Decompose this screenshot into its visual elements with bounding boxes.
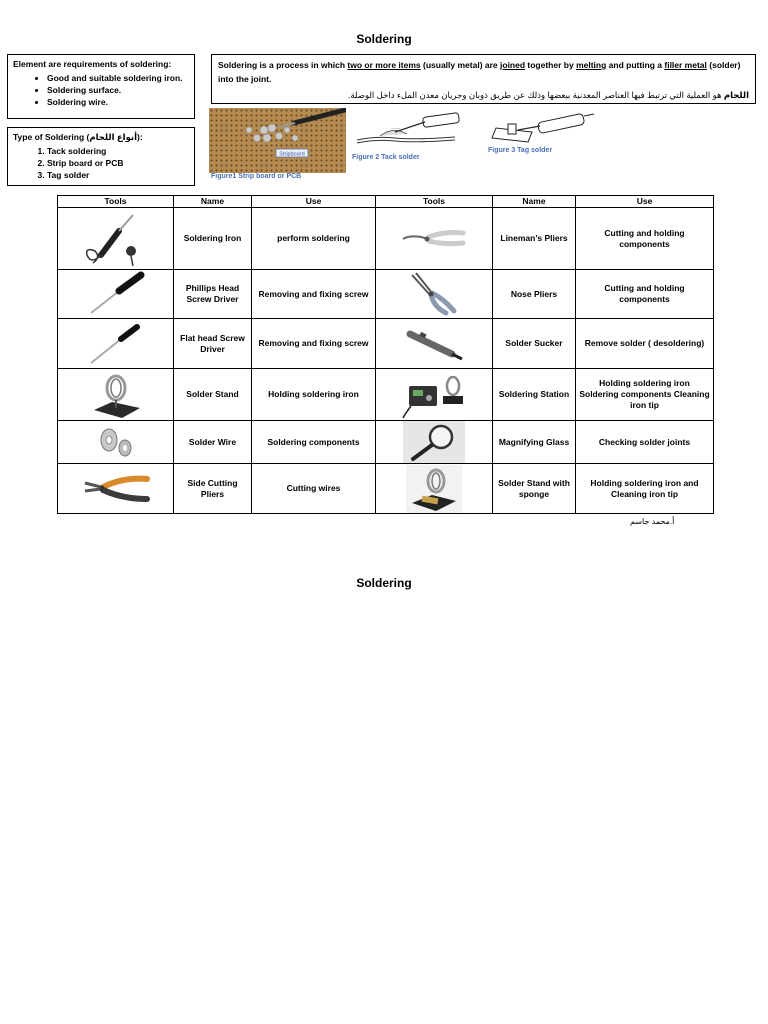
figure3-caption: Figure 3 Tag solder [488, 147, 553, 154]
tool-image-cell [58, 464, 174, 514]
tool-name: Solder Stand [174, 369, 252, 421]
tool-name: Soldering Station [493, 369, 576, 421]
definition-term: joined [500, 60, 526, 70]
table-row [58, 208, 714, 270]
table-header-row [58, 196, 714, 208]
tool-image-cell [376, 270, 493, 319]
list-item: • Soldering wire. [47, 96, 189, 108]
tool-name: Side Cutting Pliers [174, 464, 252, 514]
tool-image-cell [58, 208, 174, 270]
tool-name: Lineman’s Pliers [493, 208, 576, 270]
types-heading [13, 131, 189, 143]
tool-name: Solder Sucker [493, 319, 576, 369]
figure1-stripboard [209, 108, 346, 178]
tool-use: Holding soldering iron and Cleaning iron tip [576, 464, 714, 514]
tool-image-cell [58, 270, 174, 319]
column-header: Use [252, 196, 376, 208]
column-header: Name [493, 196, 576, 208]
stripboard-image [209, 108, 346, 173]
tool-image-cell [376, 464, 493, 514]
tool-image-cell [376, 421, 493, 464]
list-item: • Good and suitable soldering iron. [47, 72, 189, 84]
tool-name: Magnifying Glass [493, 421, 576, 464]
tack-solder-image [355, 110, 465, 152]
tool-name: Nose Pliers [493, 270, 576, 319]
tool-image-cell [376, 319, 493, 369]
page-title-second: Soldering [356, 576, 412, 590]
linemans-pliers-icon [399, 219, 469, 259]
definition-term: melting [576, 60, 607, 70]
list-item: 1. Tack soldering [47, 145, 189, 157]
types-box [7, 127, 195, 186]
tool-use: Holding soldering iron Soldering components Cleaning iron tip [576, 369, 714, 421]
definition-text: (solder) into the joint. [218, 60, 741, 84]
tool-use: Removing and fixing screw [252, 270, 376, 319]
tool-image-cell [58, 421, 174, 464]
tool-use: Soldering components [252, 421, 376, 464]
requirements-box [7, 54, 195, 119]
table-row [58, 319, 714, 369]
definition-text: Soldering is a process in which [218, 60, 348, 70]
page-title: Soldering [356, 32, 412, 46]
tool-image-cell [58, 369, 174, 421]
requirements-heading: Element are requirements of soldering: [13, 59, 172, 69]
definition-text: together by [525, 60, 577, 70]
soldering-station-icon [399, 370, 469, 420]
definition-term: filler metal [664, 60, 707, 70]
tool-name: Soldering Iron [174, 208, 252, 270]
definition-en [218, 58, 749, 86]
column-header: Tools [376, 196, 493, 208]
flat-screwdriver-icon [81, 321, 151, 367]
tool-image-cell [376, 369, 493, 421]
requirements-list [13, 72, 189, 108]
figure2-tack-solder [355, 110, 465, 157]
table-row [58, 421, 714, 464]
tool-name: Solder Wire [174, 421, 252, 464]
definition-ar-text: هو العملية التي ترتبط فيها العناصر المعدنية ببعضها وذلك عن طريق ذوبان وجريان معدن الملء داخل الوصلة. [348, 90, 724, 100]
types-list [13, 145, 189, 181]
column-header: Use [576, 196, 714, 208]
column-header: Name [174, 196, 252, 208]
tool-name: Phillips Head Screw Driver [174, 270, 252, 319]
side-cutting-pliers-icon [81, 469, 151, 509]
tools-table [57, 195, 714, 514]
solder-stand-sponge-icon [406, 465, 462, 513]
definition-text: and putting a [606, 60, 665, 70]
definition-box [211, 54, 756, 104]
magnifying-glass-icon [403, 421, 465, 463]
tool-use: Cutting wires [252, 464, 376, 514]
tool-use: perform soldering [252, 208, 376, 270]
list-item: • Soldering surface. [47, 84, 189, 96]
solder-wire-icon [91, 424, 141, 460]
solder-stand-icon [88, 370, 144, 420]
tool-name: Solder Stand with sponge [493, 464, 576, 514]
solder-sucker-icon [402, 324, 466, 364]
table-row [58, 369, 714, 421]
tool-name: Flat head Screw Driver [174, 319, 252, 369]
definition-term: two or more items [347, 60, 421, 70]
figure1-caption: Figure1 Strip board or PCB [211, 173, 302, 180]
tool-use: Cutting and holding components [576, 208, 714, 270]
definition-text: (usually metal) are [420, 60, 501, 70]
stripboard-label: Stripboard [279, 151, 305, 158]
column-header: Tools [58, 196, 174, 208]
types-heading-en: Type of Soldering [13, 132, 85, 142]
tool-use: Holding soldering iron [252, 369, 376, 421]
table-row [58, 270, 714, 319]
types-heading-ar: (أنواع اللحام): [86, 132, 143, 142]
list-item: 3. Tag solder [47, 169, 189, 181]
soldering-iron-icon [81, 211, 151, 267]
tool-use: Removing and fixing screw [252, 319, 376, 369]
tool-use: Remove solder ( desoldering) [576, 319, 714, 369]
definition-ar-term: اللحام [723, 90, 749, 100]
tool-image-cell [376, 208, 493, 270]
phillips-screwdriver-icon [81, 271, 151, 317]
tag-solder-image [488, 112, 596, 148]
figure2-caption: Figure 2 Tack solder [352, 154, 420, 161]
tool-use: Cutting and holding components [576, 270, 714, 319]
author-signature: أ.محمد جاسم [630, 517, 675, 526]
nose-pliers-icon [404, 271, 464, 317]
list-item: 2. Strip board or PCB [47, 157, 189, 169]
definition-ar [218, 89, 749, 101]
svg-text:~~~~: ~~~~ [391, 126, 401, 131]
tool-use: Checking solder joints [576, 421, 714, 464]
tool-image-cell [58, 319, 174, 369]
table-row [58, 464, 714, 514]
